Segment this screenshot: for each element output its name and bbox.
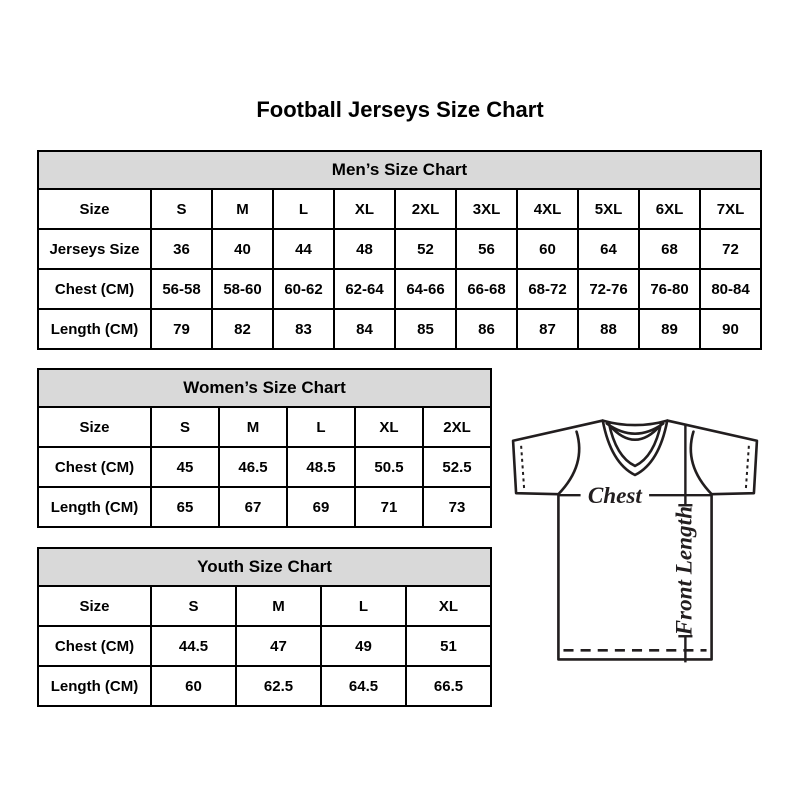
row-label: Size <box>38 189 151 229</box>
mens-size-table <box>37 150 762 350</box>
size-value-cell: 6XL <box>639 189 700 229</box>
size-value-cell: 83 <box>273 309 334 349</box>
size-value-cell: S <box>151 189 212 229</box>
size-value-cell: 51 <box>406 626 491 666</box>
size-value-cell: 65 <box>151 487 219 527</box>
size-value-cell: 68-72 <box>517 269 578 309</box>
table-row <box>38 369 491 407</box>
table-row <box>38 586 491 626</box>
size-value-cell: 49 <box>321 626 406 666</box>
size-value-cell: 2XL <box>395 189 456 229</box>
size-value-cell: 72 <box>700 229 761 269</box>
size-value-cell: 58-60 <box>212 269 273 309</box>
size-value-cell: XL <box>355 407 423 447</box>
table-row <box>38 548 491 586</box>
table-row <box>38 309 761 349</box>
size-value-cell: 88 <box>578 309 639 349</box>
front-length-label: Front Length <box>671 506 698 636</box>
size-value-cell: 2XL <box>423 407 491 447</box>
size-value-cell: 52.5 <box>423 447 491 487</box>
size-value-cell: 87 <box>517 309 578 349</box>
size-value-cell: 66-68 <box>456 269 517 309</box>
row-label: Length (CM) <box>38 487 151 527</box>
size-value-cell: 50.5 <box>355 447 423 487</box>
size-value-cell: 48 <box>334 229 395 269</box>
size-value-cell: 36 <box>151 229 212 269</box>
chest-label: Chest <box>587 483 642 510</box>
size-value-cell: 45 <box>151 447 219 487</box>
size-value-cell: 71 <box>355 487 423 527</box>
row-label: Size <box>38 407 151 447</box>
jersey-outline <box>513 421 757 660</box>
size-value-cell: 52 <box>395 229 456 269</box>
size-value-cell: 69 <box>287 487 355 527</box>
size-value-cell: 86 <box>456 309 517 349</box>
size-value-cell: 3XL <box>456 189 517 229</box>
size-value-cell: L <box>321 586 406 626</box>
size-value-cell: 80-84 <box>700 269 761 309</box>
size-value-cell: 40 <box>212 229 273 269</box>
size-value-cell: 64-66 <box>395 269 456 309</box>
youth-size-table <box>37 547 492 707</box>
size-value-cell: L <box>287 407 355 447</box>
size-value-cell: 76-80 <box>639 269 700 309</box>
size-value-cell: 72-76 <box>578 269 639 309</box>
row-label: Jerseys Size <box>38 229 151 269</box>
row-label: Length (CM) <box>38 309 151 349</box>
size-value-cell: M <box>212 189 273 229</box>
size-value-cell: 67 <box>219 487 287 527</box>
size-value-cell: 64 <box>578 229 639 269</box>
row-label: Size <box>38 586 151 626</box>
size-value-cell: 44 <box>273 229 334 269</box>
womens-size-table <box>37 368 492 528</box>
jersey-diagram <box>504 412 766 670</box>
size-value-cell: 56-58 <box>151 269 212 309</box>
size-value-cell: 56 <box>456 229 517 269</box>
size-value-cell: 7XL <box>700 189 761 229</box>
size-value-cell: 82 <box>212 309 273 349</box>
size-value-cell: 44.5 <box>151 626 236 666</box>
table-row <box>38 447 491 487</box>
size-value-cell: XL <box>334 189 395 229</box>
size-value-cell: 68 <box>639 229 700 269</box>
table-row <box>38 229 761 269</box>
size-value-cell: 64.5 <box>321 666 406 706</box>
size-value-cell: 60 <box>517 229 578 269</box>
size-value-cell: 85 <box>395 309 456 349</box>
size-value-cell: 48.5 <box>287 447 355 487</box>
size-value-cell: 5XL <box>578 189 639 229</box>
womens-table-header: Women’s Size Chart <box>38 369 491 407</box>
table-row <box>38 487 491 527</box>
size-value-cell: 79 <box>151 309 212 349</box>
size-value-cell: 46.5 <box>219 447 287 487</box>
youth-table-header: Youth Size Chart <box>38 548 491 586</box>
size-value-cell: S <box>151 586 236 626</box>
table-row <box>38 666 491 706</box>
size-value-cell: 84 <box>334 309 395 349</box>
table-row <box>38 626 491 666</box>
size-value-cell: 89 <box>639 309 700 349</box>
page-title: Football Jerseys Size Chart <box>256 97 544 122</box>
table-row <box>38 407 491 447</box>
size-value-cell: 47 <box>236 626 321 666</box>
table-row <box>38 189 761 229</box>
size-value-cell: 60-62 <box>273 269 334 309</box>
table-row <box>38 269 761 309</box>
size-value-cell: 90 <box>700 309 761 349</box>
table-row <box>38 151 761 189</box>
size-value-cell: 62.5 <box>236 666 321 706</box>
row-label: Chest (CM) <box>38 447 151 487</box>
size-value-cell: 4XL <box>517 189 578 229</box>
size-value-cell: 62-64 <box>334 269 395 309</box>
size-value-cell: M <box>236 586 321 626</box>
size-value-cell: L <box>273 189 334 229</box>
size-value-cell: 66.5 <box>406 666 491 706</box>
size-value-cell: M <box>219 407 287 447</box>
row-label: Chest (CM) <box>38 626 151 666</box>
size-value-cell: XL <box>406 586 491 626</box>
row-label: Chest (CM) <box>38 269 151 309</box>
mens-table-header: Men’s Size Chart <box>38 151 761 189</box>
size-value-cell: 60 <box>151 666 236 706</box>
size-value-cell: S <box>151 407 219 447</box>
row-label: Length (CM) <box>38 666 151 706</box>
size-value-cell: 73 <box>423 487 491 527</box>
